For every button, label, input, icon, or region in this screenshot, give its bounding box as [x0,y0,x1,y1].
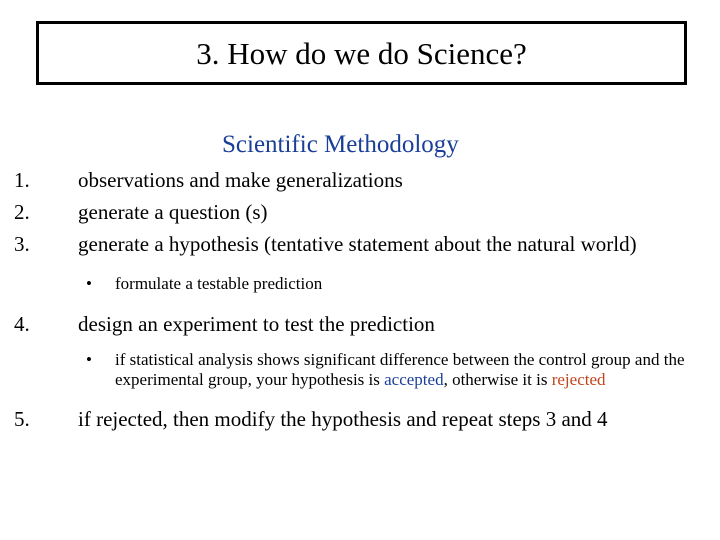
rejected-word: rejected [551,370,606,389]
step-text: if rejected, then modify the hypothesis and repeat steps 3 and 4 [78,407,608,431]
bullet-text: formulate a testable prediction [115,274,323,293]
step-4-bullet [14,350,704,390]
steps-list [14,164,704,435]
accepted-word: accepted [384,370,444,389]
bullet-marker: • [86,350,92,369]
step-text: generate a hypothesis (tentative statement about the natural world) [78,232,637,256]
bullet-text-before: if statistical analysis shows significant difference between the control group and the experimental group, your hypothesis is [115,350,685,389]
slide-title: 3. How do we do Science? [196,35,527,71]
bullet-text-middle: , otherwise it is [443,370,548,389]
step-number: 2. [14,200,30,224]
step-text: design an experiment to test the prediction [78,312,435,336]
slide-title-box [36,21,687,85]
step-4 [14,308,704,340]
step-number: 5. [14,407,30,431]
step-3-bullet [14,274,704,294]
step-3 [14,228,704,260]
step-1 [14,164,704,196]
bullet-marker: • [86,274,92,293]
step-number: 4. [14,312,30,336]
slide-subtitle: Scientific Methodology [222,131,459,158]
step-text: observations and make generalizations [78,168,403,192]
step-number: 1. [14,168,30,192]
step-number: 3. [14,232,30,256]
step-text: generate a question (s) [78,200,268,224]
step-5 [14,403,704,435]
step-2 [14,196,704,228]
